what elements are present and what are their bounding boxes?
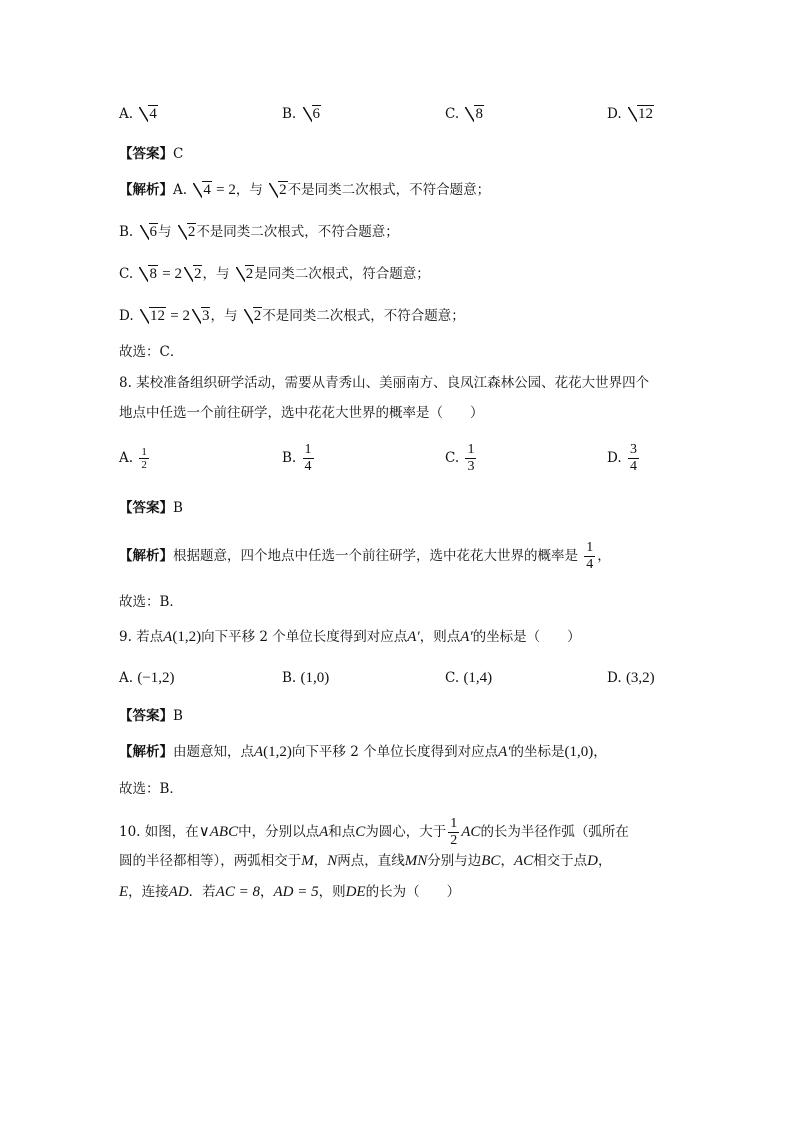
q9-stem: 9. 若点A(1,2)向下平移 2 个单位长度得到对应点A′，则点A′的坐标是（ ） <box>119 629 581 645</box>
q8-analysis: 【解析】根据题意，四个地点中任选一个前往研学，选中花花大世界的概率是 $\frac{1}{4}$ ， <box>119 540 611 572</box>
q9-conclusion: 故选：B． <box>119 781 183 797</box>
q7-answer: 【答案】C <box>119 146 184 162</box>
q9-option-a: A. (−1,2) <box>119 670 175 686</box>
q7-analysis-b: B. 6与 2不是同类二次根式，不符合题意； <box>119 224 399 240</box>
q7-option-b: B. 6 <box>282 106 321 122</box>
q7-analysis-c: C. 8 = 2 2，与 2是同类二次根式，符合题意； <box>119 266 430 282</box>
q8-option-a: A. $\frac{1}{2}$ <box>119 446 147 471</box>
q7-option-a: A. 4 <box>119 106 157 122</box>
q9-option-b: B. (1,0) <box>282 670 330 686</box>
q10-stem-line1: 10. 如图，在∨ABC中，分别以点A和点C为圆心，大于 $\frac{1}{2}$ AC的长为半径作弧（弧所在 <box>119 816 629 848</box>
sqrt-4: 4 <box>139 104 158 124</box>
q10-stem-line2: 圆的半径都相等），两弧相交于M，N两点，直线MN分别与边BC，AC相交于点D， <box>119 853 612 869</box>
q9-answer: 【答案】B <box>119 708 183 724</box>
q8-option-d: D. $\frac{3}{4}$ <box>607 442 637 474</box>
q8-option-b: B. $\frac{1}{4}$ <box>282 442 312 474</box>
q7-analysis-d: D. 12 = 2 3，与 2不是同类二次根式，不符合题意； <box>119 308 465 324</box>
q9-option-d: D. (3,2) <box>607 670 655 686</box>
q10-stem-line3: E，连接AD．若AC = 8，AD = 5，则DE的长为（ ） <box>119 884 461 900</box>
q8-stem-line1: 8. 某校准备组织研学活动，需要从青秀山、美丽南方、良凤江森林公园、花花大世界四个 <box>119 375 650 391</box>
sqrt-6: 6 <box>303 104 322 124</box>
q7-option-c: C. 8 <box>445 106 483 122</box>
sqrt-8: 8 <box>465 104 484 124</box>
sqrt-12: 12 <box>628 104 654 124</box>
q9-option-c: C. (1,4) <box>445 670 493 686</box>
q7-analysis-a: 【解析】A. 4 = 2，与 2不是同类二次根式，不符合题意； <box>119 182 491 198</box>
q7-option-d: D. 12 <box>607 106 653 122</box>
q7-conclusion: 故选：C． <box>119 344 184 360</box>
q8-conclusion: 故选：B． <box>119 594 183 610</box>
q8-option-c: C. $\frac{1}{3}$ <box>445 442 475 474</box>
q8-answer: 【答案】B <box>119 500 183 516</box>
q8-stem-line2: 地点中任选一个前往研学，选中花花大世界的概率是（ ） <box>119 405 484 421</box>
q9-analysis: 【解析】由题意知，点A(1,2)向下平移 2 个单位长度得到对应点A′的坐标是(1,0)， <box>119 744 607 760</box>
